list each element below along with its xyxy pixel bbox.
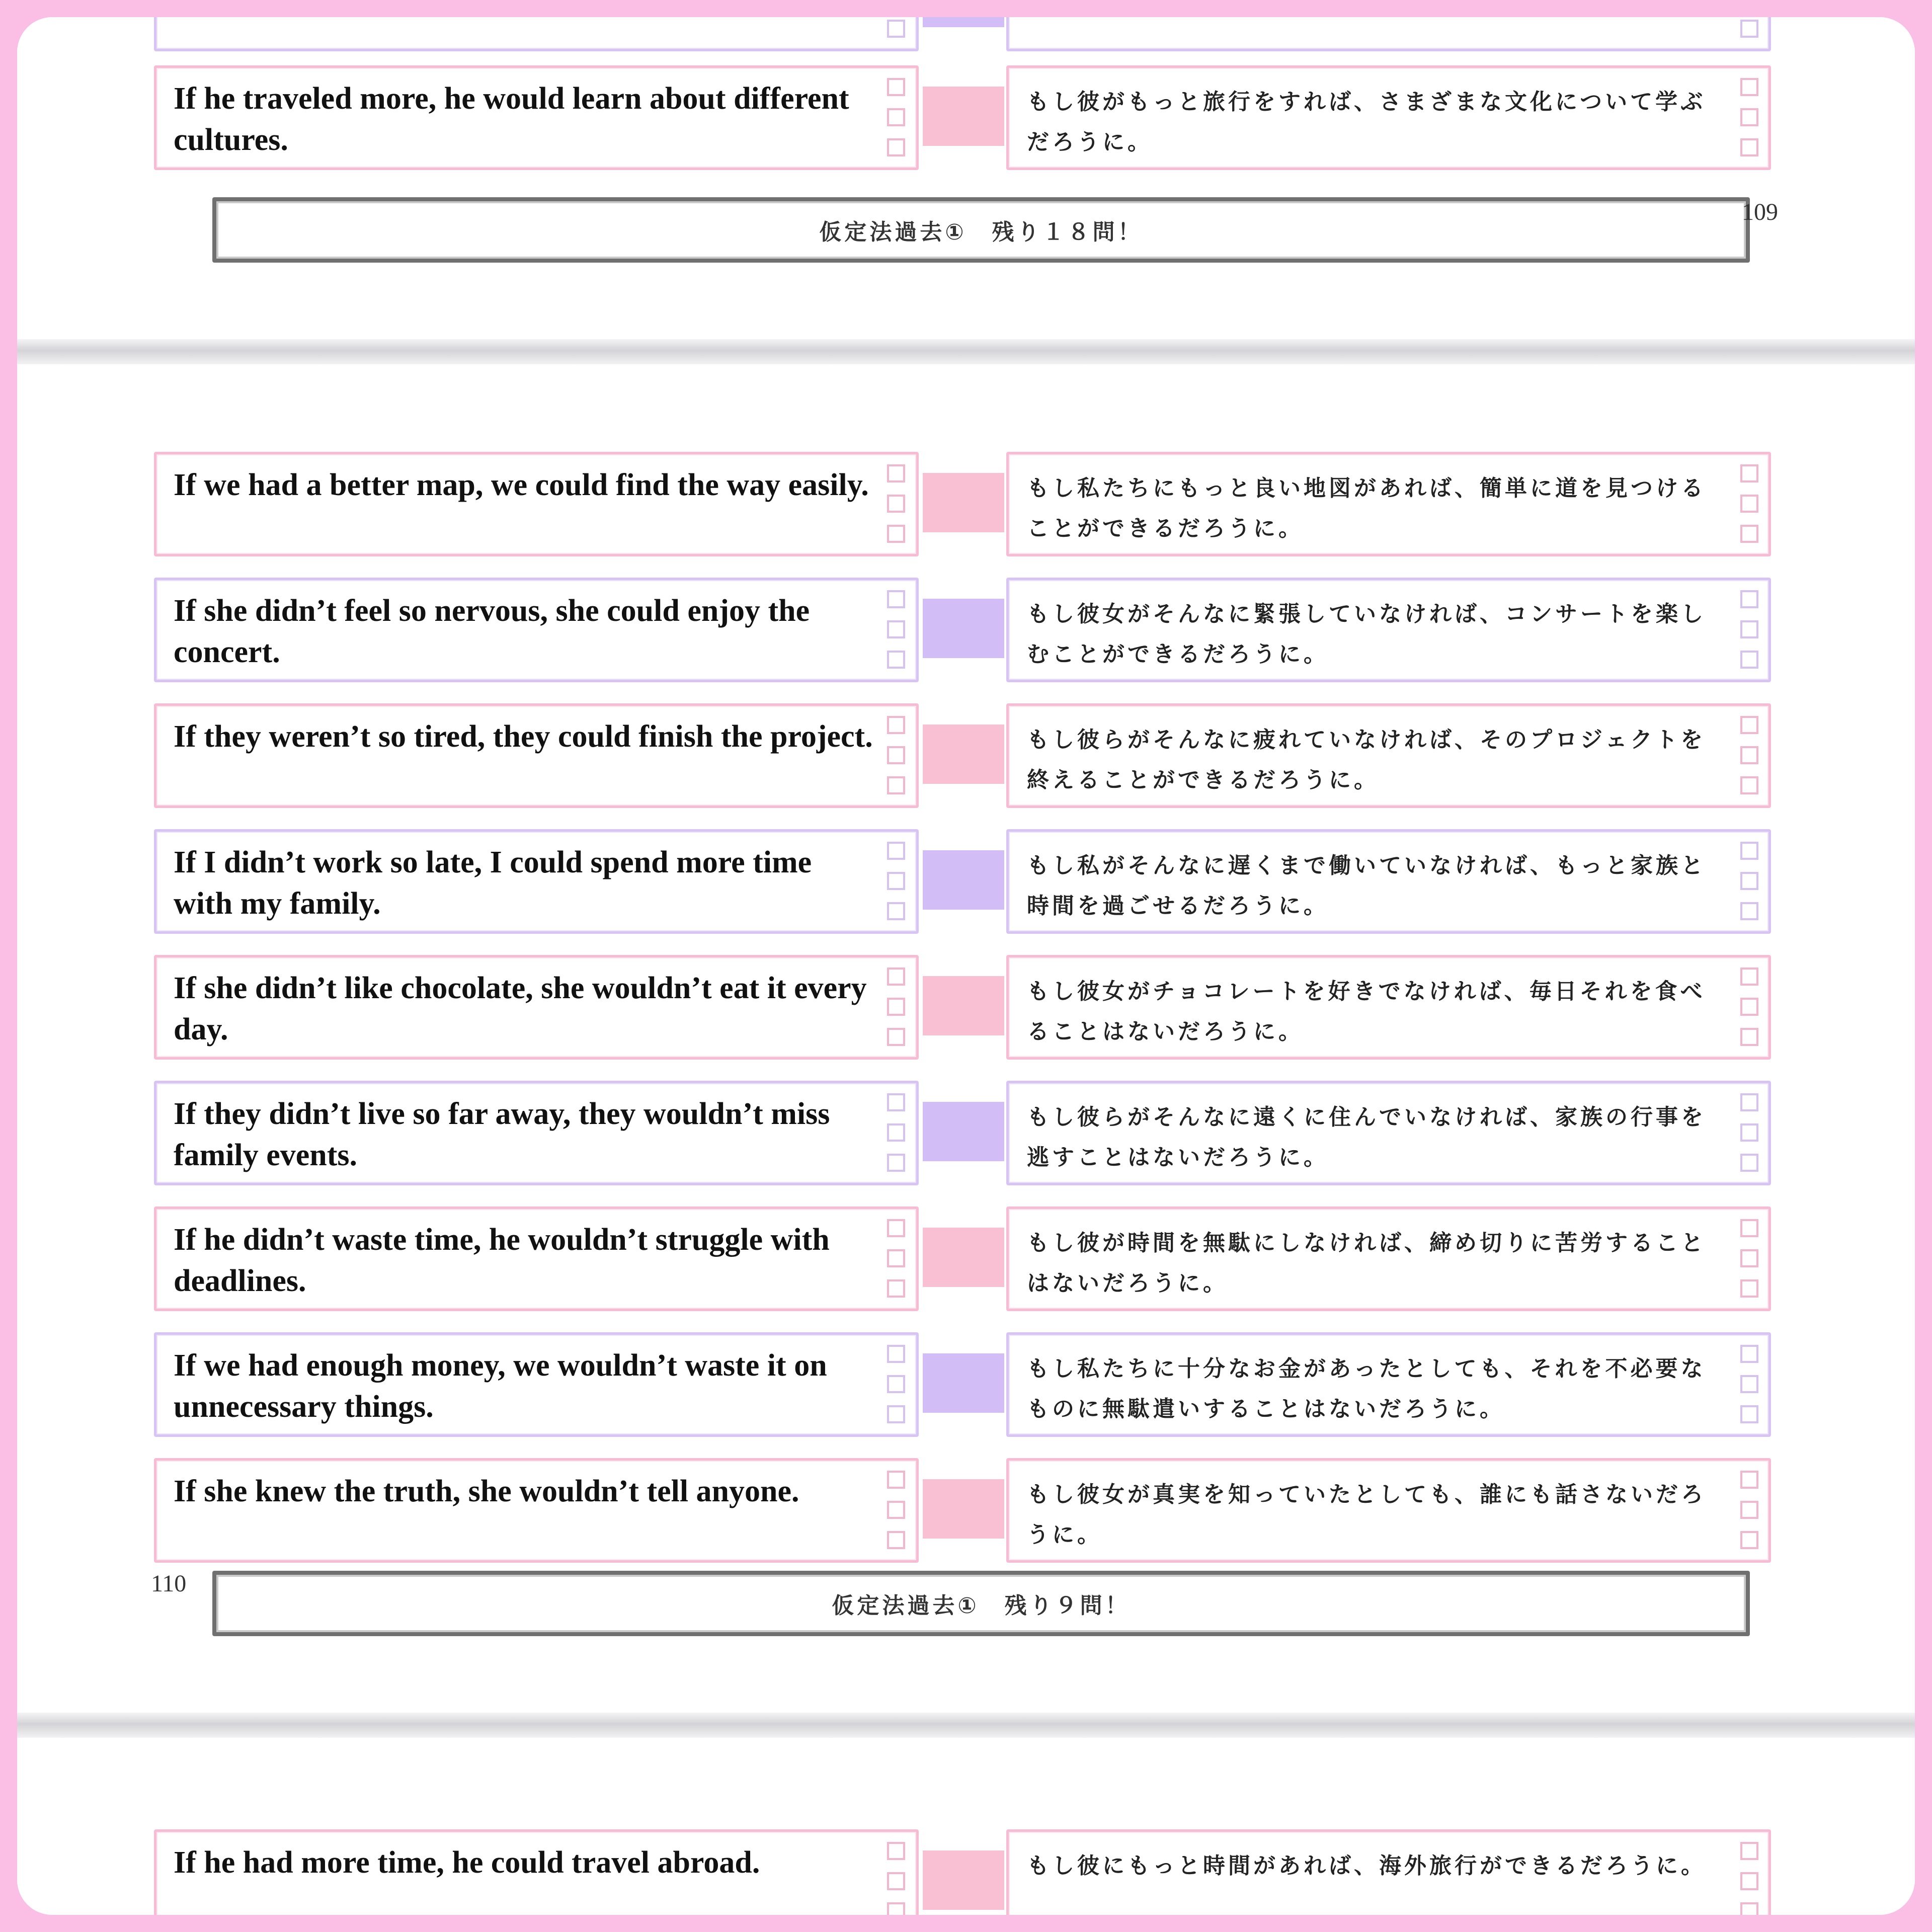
english-sentence: If she knew the truth, she wouldn’t tell anyone. — [174, 1474, 799, 1508]
checkbox[interactable] — [887, 1375, 905, 1393]
japanese-translation-box — [1006, 703, 1771, 808]
row-connector — [923, 599, 1004, 658]
checkbox[interactable] — [887, 1028, 905, 1046]
check-column — [1740, 968, 1760, 1046]
checkbox[interactable] — [887, 902, 905, 920]
check-column — [1740, 842, 1760, 920]
row-connector — [923, 850, 1004, 910]
checkbox[interactable] — [1740, 872, 1758, 890]
checkbox[interactable] — [1740, 1345, 1758, 1363]
page-number: 109 — [1742, 199, 1778, 225]
row-connector — [923, 1102, 1004, 1161]
japanese-translation: もし彼らがそんなに遠くに住んでいなければ、家族の行事を逃すことはないだろうに。 — [1027, 1104, 1706, 1170]
checkbox[interactable] — [1740, 1375, 1758, 1393]
checkbox[interactable] — [1740, 1501, 1758, 1519]
checkbox[interactable] — [1740, 495, 1758, 513]
english-sentence-box — [154, 1206, 919, 1311]
row-connector — [923, 1479, 1004, 1539]
english-sentence: If they didn’t live so far away, they wouldn’t miss family events. — [174, 1097, 830, 1172]
checkbox[interactable] — [1740, 78, 1758, 96]
english-sentence: If he didn’t waste time, he wouldn’t struggle with deadlines. — [174, 1223, 830, 1298]
checkbox[interactable] — [1740, 1279, 1758, 1298]
checkbox[interactable] — [887, 590, 905, 608]
checkbox[interactable] — [887, 872, 905, 890]
sentence-row — [17, 1206, 1915, 1317]
checkbox[interactable] — [887, 108, 905, 126]
english-sentence: If we had a better map, we could find the way easily. — [174, 468, 869, 502]
check-column — [1740, 78, 1760, 156]
checkbox[interactable] — [1740, 1531, 1758, 1549]
page-separator — [17, 1713, 1915, 1738]
progress-footer-text: 仮定法過去① 残り１８問！ — [819, 219, 1143, 245]
row-connector — [923, 17, 1004, 27]
checkbox[interactable] — [887, 1872, 905, 1890]
english-sentence-box — [154, 1332, 919, 1437]
sentence-row — [17, 452, 1915, 562]
check-column — [887, 78, 907, 156]
sentence-row — [17, 955, 1915, 1066]
sentence-row — [17, 578, 1915, 688]
checkbox[interactable] — [887, 1902, 905, 1915]
sentence-row — [17, 65, 1915, 176]
check-column — [1740, 590, 1760, 669]
japanese-translation-box — [1006, 452, 1771, 556]
japanese-translation: もし彼が時間を無駄にしなければ、締め切りに苦労することはないだろうに。 — [1027, 1230, 1706, 1296]
english-sentence-box — [154, 955, 919, 1060]
checkbox[interactable] — [1740, 1902, 1758, 1915]
checkbox[interactable] — [887, 1279, 905, 1298]
english-sentence: If they weren’t so tired, they could finish the project. — [174, 719, 873, 754]
checkbox[interactable] — [887, 968, 905, 986]
english-sentence-box — [154, 17, 919, 51]
checkbox[interactable] — [887, 1471, 905, 1489]
checkbox[interactable] — [887, 716, 905, 734]
checkbox[interactable] — [1740, 590, 1758, 608]
checkbox[interactable] — [1740, 1405, 1758, 1423]
english-sentence-box — [154, 65, 919, 170]
japanese-translation: もし彼がもっと旅行をすれば、さまざまな文化について学ぶだろうに。 — [1027, 89, 1706, 155]
english-sentence: If I didn’t work so late, I could spend more time with my family. — [174, 845, 812, 921]
checkbox[interactable] — [1740, 1093, 1758, 1111]
checkbox[interactable] — [887, 495, 905, 513]
checkbox[interactable] — [887, 1093, 905, 1111]
check-column — [887, 1345, 907, 1423]
sentence-row — [17, 1332, 1915, 1443]
checkbox[interactable] — [1740, 620, 1758, 638]
checkbox[interactable] — [887, 651, 905, 669]
sentence-row — [17, 1081, 1915, 1191]
english-sentence-box — [154, 829, 919, 934]
japanese-translation-box — [1006, 1458, 1771, 1563]
japanese-translation-box — [1006, 1829, 1771, 1915]
checkbox[interactable] — [1740, 1154, 1758, 1172]
check-column — [1740, 716, 1760, 794]
checkbox[interactable] — [887, 525, 905, 543]
checkbox[interactable] — [887, 1842, 905, 1860]
checkbox[interactable] — [1740, 651, 1758, 669]
checkbox[interactable] — [887, 1501, 905, 1519]
checkbox[interactable] — [1740, 776, 1758, 794]
check-column — [887, 17, 907, 38]
row-connector — [923, 976, 1004, 1035]
check-column — [887, 968, 907, 1046]
page-separator — [17, 339, 1915, 364]
checkbox[interactable] — [1740, 746, 1758, 764]
japanese-translation: もし彼女が真実を知っていたとしても、誰にも話さないだろうに。 — [1027, 1482, 1706, 1548]
row-connector — [923, 1850, 1004, 1910]
english-sentence: If we had enough money, we wouldn’t waste it on unnecessary things. — [174, 1348, 827, 1424]
check-column — [887, 1219, 907, 1298]
progress-footer-text: 仮定法過去① 残り９問！ — [832, 1593, 1131, 1619]
english-sentence-box — [154, 578, 919, 682]
row-connector — [923, 1228, 1004, 1287]
japanese-translation-box — [1006, 65, 1771, 170]
check-column — [887, 1471, 907, 1549]
checkbox[interactable] — [887, 1405, 905, 1423]
japanese-translation: もし私がそんなに遅くまで働いていなければ、もっと家族と時間を過ごせるだろうに。 — [1027, 853, 1706, 919]
check-column — [1740, 464, 1760, 543]
japanese-translation-box — [1006, 1206, 1771, 1311]
japanese-translation: もし私たちにもっと良い地図があれば、簡単に道を見つけることができるだろうに。 — [1027, 475, 1706, 541]
checkbox[interactable] — [1740, 1842, 1758, 1860]
checkbox[interactable] — [1740, 998, 1758, 1016]
checkbox[interactable] — [1740, 1249, 1758, 1267]
check-column — [1740, 1345, 1760, 1423]
checkbox[interactable] — [1740, 138, 1758, 156]
check-column — [887, 464, 907, 543]
japanese-translation-box — [1006, 17, 1771, 51]
checkbox[interactable] — [887, 746, 905, 764]
page-109 — [17, 17, 1915, 339]
checkbox[interactable] — [1740, 1219, 1758, 1237]
checkbox[interactable] — [1740, 1471, 1758, 1489]
english-sentence: If he traveled more, he would learn about different cultures. — [174, 82, 849, 157]
progress-footer — [212, 197, 1750, 263]
japanese-translation-box — [1006, 578, 1771, 682]
row-connector — [923, 473, 1004, 532]
checkbox[interactable] — [1740, 1872, 1758, 1890]
page-111 — [17, 1738, 1915, 1915]
checkbox[interactable] — [1740, 464, 1758, 482]
check-column — [887, 716, 907, 794]
checkbox[interactable] — [887, 998, 905, 1016]
checkbox[interactable] — [887, 20, 905, 38]
english-sentence-box — [154, 1829, 919, 1915]
checkbox[interactable] — [887, 1219, 905, 1237]
japanese-translation: もし彼女がチョコレートを好きでなければ、毎日それを食べることはないだろうに。 — [1027, 979, 1706, 1044]
progress-footer — [212, 1571, 1750, 1636]
row-connector — [923, 87, 1004, 146]
japanese-translation: もし彼らがそんなに疲れていなければ、そのプロジェクトを終えることができるだろうに。 — [1027, 727, 1706, 793]
sentence-row — [17, 1829, 1915, 1915]
sentence-row — [17, 829, 1915, 940]
checkbox[interactable] — [1740, 716, 1758, 734]
english-sentence-box — [154, 703, 919, 808]
checkbox[interactable] — [887, 620, 905, 638]
checkbox[interactable] — [1740, 1123, 1758, 1142]
checkbox[interactable] — [887, 138, 905, 156]
check-column — [1740, 1219, 1760, 1298]
checkbox[interactable] — [887, 776, 905, 794]
check-column — [1740, 1471, 1760, 1549]
document-viewer[interactable] — [17, 17, 1915, 1915]
english-sentence-box — [154, 1458, 919, 1563]
japanese-translation-box — [1006, 955, 1771, 1060]
checkbox[interactable] — [1740, 525, 1758, 543]
japanese-translation: もし彼女がそんなに緊張していなければ、コンサートを楽しむことができるだろうに。 — [1027, 601, 1706, 667]
japanese-translation: もし彼にもっと時間があれば、海外旅行ができるだろうに。 — [1027, 1853, 1706, 1879]
japanese-translation-box — [1006, 829, 1771, 934]
checkbox[interactable] — [887, 1123, 905, 1142]
japanese-translation-box — [1006, 1332, 1771, 1437]
checkbox[interactable] — [887, 1154, 905, 1172]
checkbox[interactable] — [887, 1249, 905, 1267]
checkbox[interactable] — [887, 842, 905, 860]
japanese-translation: もし私たちに十分なお金があったとしても、それを不必要なものに無駄遣いすることはないだろうに。 — [1027, 1356, 1706, 1422]
check-column — [887, 590, 907, 669]
checkbox[interactable] — [887, 464, 905, 482]
english-sentence: If she didn’t like chocolate, she wouldn’t eat it every day. — [174, 971, 867, 1046]
row-connector — [923, 725, 1004, 784]
english-sentence: If she didn’t feel so nervous, she could enjoy the concert. — [174, 594, 810, 669]
english-sentence: If he had more time, he could travel abroad. — [174, 1845, 760, 1880]
checkbox[interactable] — [1740, 20, 1758, 38]
check-column — [1740, 1093, 1760, 1172]
sentence-row — [17, 1458, 1915, 1569]
checkbox[interactable] — [887, 1531, 905, 1549]
check-column — [1740, 17, 1760, 38]
sentence-row — [17, 703, 1915, 814]
japanese-translation-box — [1006, 1081, 1771, 1185]
check-column — [887, 1842, 907, 1915]
check-column — [887, 1093, 907, 1172]
page-110 — [17, 364, 1915, 1728]
checkbox[interactable] — [1740, 902, 1758, 920]
checkbox[interactable] — [1740, 968, 1758, 986]
check-column — [1740, 1842, 1760, 1915]
checkbox[interactable] — [1740, 108, 1758, 126]
english-sentence-box — [154, 1081, 919, 1185]
row-connector — [923, 1353, 1004, 1413]
sentence-row — [17, 17, 1915, 57]
checkbox[interactable] — [1740, 1028, 1758, 1046]
checkbox[interactable] — [1740, 842, 1758, 860]
english-sentence-box — [154, 452, 919, 556]
checkbox[interactable] — [887, 78, 905, 96]
page-number: 110 — [151, 1570, 187, 1597]
check-column — [887, 842, 907, 920]
checkbox[interactable] — [887, 1345, 905, 1363]
